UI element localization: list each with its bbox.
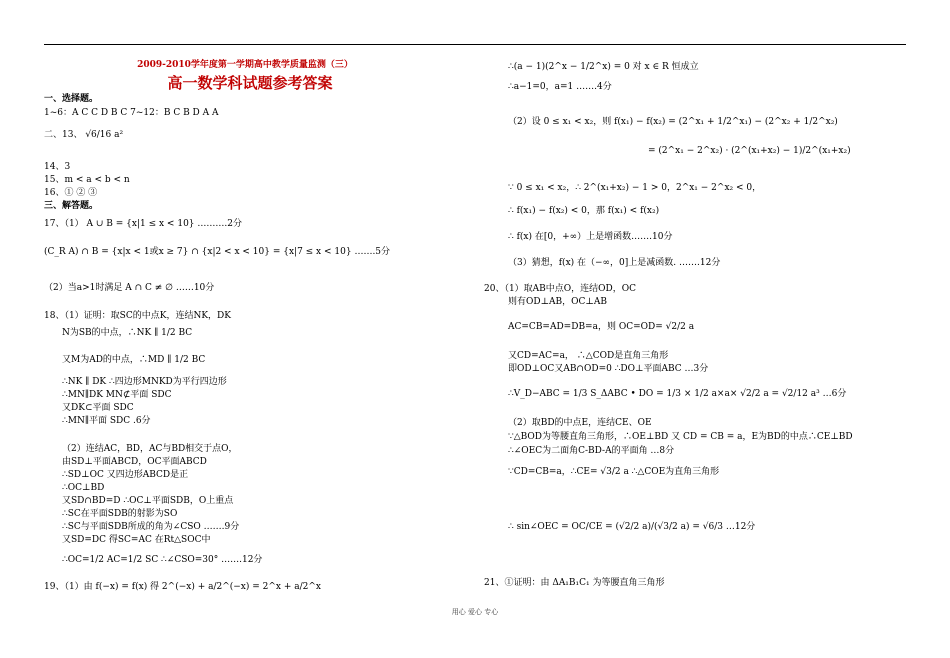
left-line: 又M为AD的中点，∴MD ∥ 1/2 BC xyxy=(62,355,206,365)
left-line: 1~6：A C C D B C 7~12：B C B D A A xyxy=(44,108,219,118)
right-line: 20、（1）取AB中点O，连结OD，OC xyxy=(484,284,637,294)
left-line: 由SD⊥平面ABCD，OC平面ABCD xyxy=(62,457,207,467)
left-line: ∴SC与平面SDB所成的角为∠CSO …….9分 xyxy=(62,522,240,532)
left-line: （2）当a>1时满足 A ∩ C ≠ ∅ ……10分 xyxy=(44,283,215,293)
right-line: ∴∠OEC为二面角C-BD-A的平面角 …8分 xyxy=(508,446,675,456)
right-line: 又CD=AC=a， ∴△COD是直角三角形 xyxy=(508,351,669,361)
right-line: （3）猜想，f(x) 在（−∞，0]上是减函数. …….12分 xyxy=(508,258,721,268)
right-line: ∴ f(x) 在[0，+∞）上是增函数…….10分 xyxy=(508,232,673,242)
left-line: 一、选择题。 xyxy=(44,94,99,104)
left-line: ∴MN∥平面 SDC .6分 xyxy=(62,416,151,426)
left-line: ∴SC在平面SDB的射影为SO xyxy=(62,509,178,519)
right-line: ∴(a − 1)(2^x − 1/2^x) = 0 对 x ∈ R 恒成立 xyxy=(508,62,699,72)
right-line: ∵CD=CB=a，∴CE= √3/2 a ∴△COE为直角三角形 xyxy=(508,467,720,477)
page-title: 高一数学科试题参考答案 xyxy=(167,74,333,92)
right-line: ∴ f(x₁) − f(x₂) < 0，那 f(x₁) < f(x₂) xyxy=(508,206,660,216)
page-footer: 用心 爱心 专心 xyxy=(451,608,499,616)
right-line: （2）取BD的中点E，连结CE、OE xyxy=(508,418,652,428)
left-line: 19、（1）由 f(−x) = f(x) 得 2^(−x) + a/2^(−x) = 2^x + a/2^x xyxy=(44,582,322,592)
left-line: 15、m < a < b < n xyxy=(44,175,130,185)
right-line: ∴a−1=0，a=1 …….4分 xyxy=(508,82,612,92)
left-line: ∴MN∥DK MN⊄平面 SDC xyxy=(62,390,172,400)
right-line: （2）设 0 ≤ x₁ < x₂，则 f(x₁) − f(x₂) = (2^x₁ + 1/2^x₁) − (2^x₂ + 1/2^x₂) xyxy=(508,117,838,127)
left-line: （2）连结AC，BD，AC与BD相交于点O， xyxy=(62,444,238,454)
left-line: ∴SD⊥OC 又四边形ABCD是正 xyxy=(62,470,189,480)
left-line: ∴OC=1/2 AC=1/2 SC ∴∠CSO=30° …….12分 xyxy=(62,555,263,565)
right-line: ∵ 0 ≤ x₁ < x₂，∴ 2^(x₁+x₂) − 1 > 0，2^x₁ − 2^x₂ < 0， xyxy=(508,183,762,193)
right-line: = (2^x₁ − 2^x₂) · (2^(x₁+x₂) − 1)/2^(x₁+x₂) xyxy=(648,146,851,156)
right-line: ∴V_D−ABC = 1/3 S_ΔABC • DO = 1/3 × 1/2 a×a× √2/2 a = √2/12 a³ …6分 xyxy=(508,389,847,399)
right-line: ∴ sin∠OEC = OC/CE = (√2/2 a)/(√3/2 a) = √6/3 …12分 xyxy=(508,522,756,532)
left-line: 三、解答题。 xyxy=(44,201,99,211)
exam-subtitle: 2009-2010学年度第一学期高中教学质量监测（三） xyxy=(137,60,353,70)
left-line: 17、（1） A ∪ B = {x|1 ≤ x < 10} ……….2分 xyxy=(44,219,242,229)
left-line: N为SB的中点，∴NK ∥ 1/2 BC xyxy=(62,328,193,338)
right-line: 则有OD⊥AB，OC⊥AB xyxy=(508,297,608,307)
left-line: 二、13、 √6/16 a² xyxy=(44,130,124,140)
left-line: ∴NK ∥ DK ∴四边形MNKD为平行四边形 xyxy=(62,377,227,387)
right-line: AC=CB=AD=DB=a，则 OC=OD= √2/2 a xyxy=(508,322,695,332)
left-line: 又SD=DC 得SC=AC 在Rt△SOC中 xyxy=(62,535,211,545)
right-line: 即OD⊥OC又AB∩OD=0 ∴DO⊥平面ABC …3分 xyxy=(508,364,709,374)
top-rule xyxy=(44,44,906,45)
left-line: (C_R A) ∩ B = {x|x < 1或x ≥ 7} ∩ {x|2 < x < 10} = {x|7 ≤ x < 10} …….5分 xyxy=(44,247,391,257)
left-line: 16、① ② ③ xyxy=(44,188,98,198)
left-line: 18、（1）证明：取SC的中点K，连结NK，DK xyxy=(44,311,231,321)
right-line: ∵△BOD为等腰直角三角形，∴OE⊥BD 又 CD = CB = a，E为BD的中点∴CE⊥BD xyxy=(508,432,853,442)
left-line: 又SD∩BD=D ∴OC⊥平面SDB，O上重点 xyxy=(62,496,234,506)
right-line: 21、①证明：由 ΔA₁B₁C₁ 为等腰直角三角形 xyxy=(484,578,665,588)
left-line: ∴OC⊥BD xyxy=(62,483,105,493)
left-line: 又DK⊂平面 SDC xyxy=(62,403,134,413)
left-line: 14、3 xyxy=(44,162,71,172)
